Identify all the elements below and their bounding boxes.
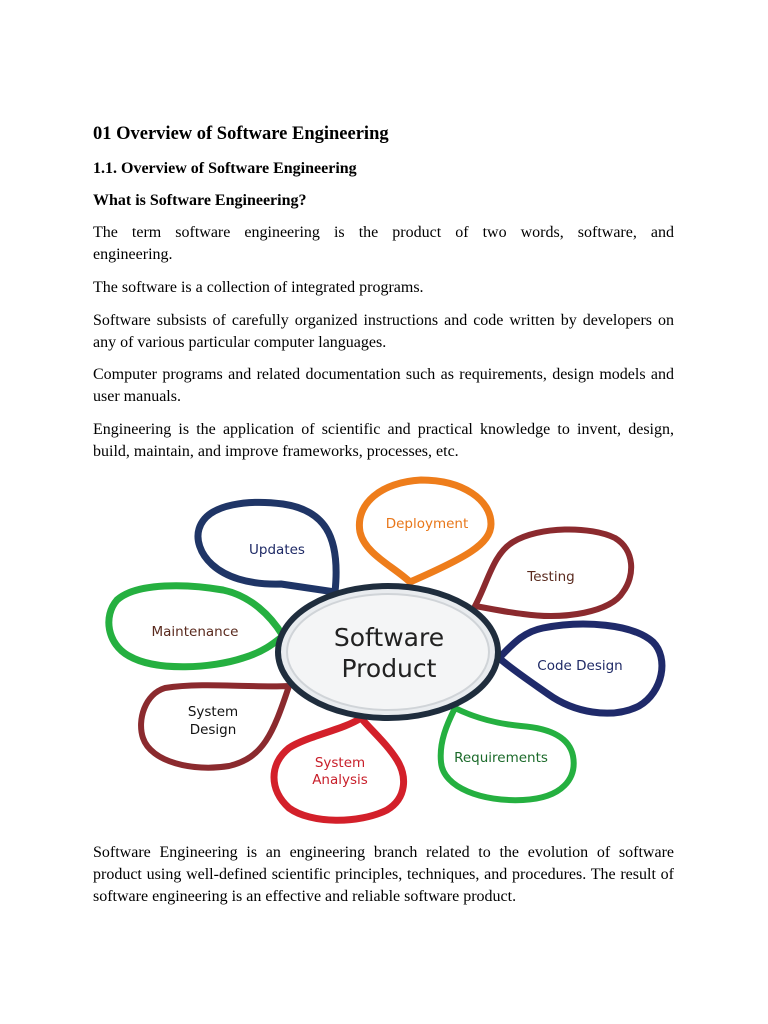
petal-system-analysis-label-2: Analysis bbox=[312, 772, 368, 788]
question-heading: What is Software Engineering? bbox=[93, 192, 307, 209]
software-product-diagram bbox=[103, 474, 668, 824]
section-heading: 1.1. Overview of Software Engineering bbox=[93, 160, 357, 177]
petal-maintenance bbox=[109, 586, 283, 667]
petal-system-analysis bbox=[274, 718, 404, 820]
center-node bbox=[278, 586, 498, 718]
petal-system-design bbox=[141, 685, 289, 767]
paragraph-summary: Software Engineering is an engineering branch related to the evolution of software product using well-defined scientific principles, techniques, and procedures. The result of software engineering is an effective and reliable software product. bbox=[93, 844, 674, 905]
center-ring-inner bbox=[287, 594, 489, 710]
petal-requirements bbox=[441, 708, 574, 800]
page-title: 01 Overview of Software Engineering bbox=[93, 124, 389, 144]
petal-testing-label: Testing bbox=[527, 569, 575, 585]
paragraph-engineering: Engineering is the application of scientific and practical knowledge to invent, design, build, maintain, and improve frameworks, processes, etc. bbox=[93, 421, 674, 460]
paragraph-instructions: Software subsists of carefully organized instructions and code written by developers on any of various particular computer languages. bbox=[93, 312, 674, 351]
center-label-line2: Product bbox=[341, 654, 437, 683]
petal-system-design-label-1: System bbox=[187, 704, 239, 720]
petal-code-design-label: Code Design bbox=[537, 658, 623, 674]
petal-deployment-label: Deployment bbox=[385, 516, 469, 532]
petal-testing bbox=[475, 529, 631, 616]
petal-deployment bbox=[359, 480, 491, 582]
paragraph-software: The software is a collection of integrated programs. bbox=[93, 279, 424, 296]
petal-requirements-label: Requirements bbox=[454, 750, 548, 766]
petal-system-design-label-2: Design bbox=[189, 722, 237, 738]
paragraph-definition: The term software engineering is the product of two words, software, and engineering. bbox=[93, 224, 674, 263]
paragraph-documentation: Computer programs and related documentation such as requirements, design models and user manuals. bbox=[93, 366, 674, 405]
center-label-line1: Software bbox=[333, 623, 445, 652]
petal-updates bbox=[198, 502, 336, 592]
petal-maintenance-label: Maintenance bbox=[151, 624, 239, 640]
petal-system-analysis-label-1: System bbox=[314, 755, 366, 771]
petal-code-design bbox=[499, 624, 662, 713]
petal-updates-label: Updates bbox=[249, 542, 305, 558]
